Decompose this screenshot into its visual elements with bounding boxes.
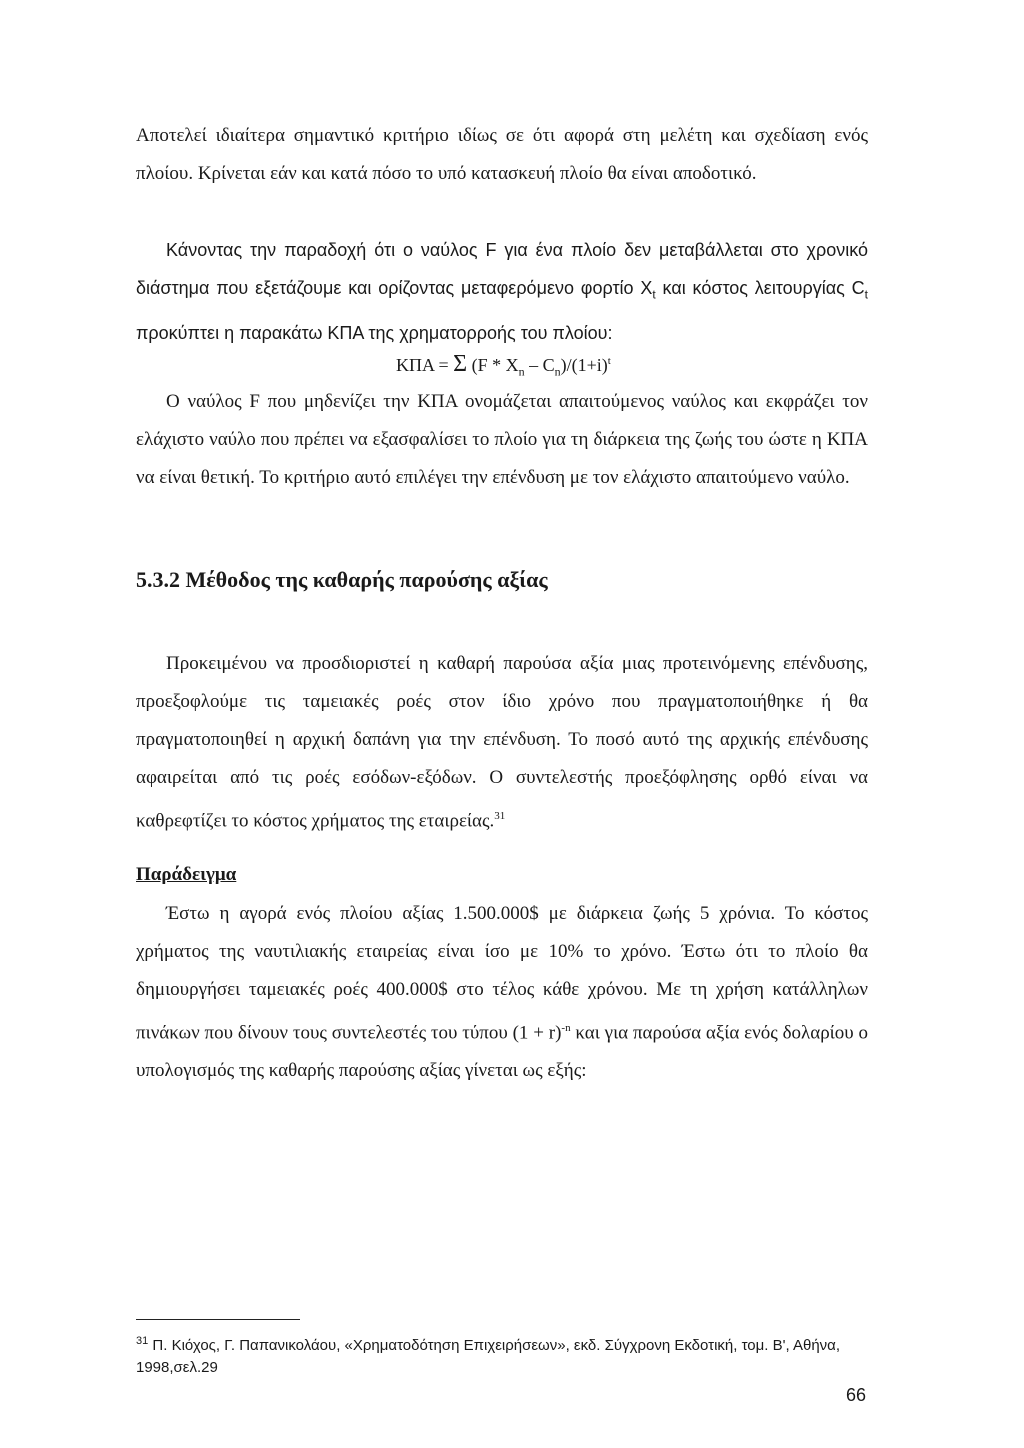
section-heading: 5.3.2 Μέθοδος της καθαρής παρούσης αξίας — [136, 567, 548, 592]
npv-method-paragraph — [136, 645, 868, 840]
formula-part-3: )/(1+i) — [560, 355, 608, 375]
assumption-text-a: Κάνοντας την παραδοχή ότι ο ναύλος F για ένα πλοίο δεν μεταβάλλεται στο χρονικό διάστημα που εξετάζουμε και ορίζοντας μεταφερόμενο φορτίο X — [136, 240, 868, 298]
npv-method-text: Προκειμένου να προσδιοριστεί η καθαρή παρούσα αξία μιας προτεινόμενης επένδυσης, προεξοφλούμε τις ταμειακές ροές στον ίδιο χρόνο που πραγματοποιήθηκε ή θα πραγματοποιηθεί η αρχική δαπάνη για την επένδυση. Το ποσό αυτό της αρχικής επένδυσης αφαιρείται από τις ροές εσόδων-εξόδων. Ο συντελεστής προεξόφλησης ορθό είναι να καθρεφτίζει το κόστος χρήματος της εταιρείας. — [136, 653, 868, 832]
footnote-reference: 31 — [494, 810, 506, 822]
example-paragraph — [136, 895, 868, 1090]
example-text-b: και για παρούσα αξία ενός δολαρίου ο υπολογισμός της καθαρής παρούσης αξίας γίνεται ως εξής: — [136, 1022, 868, 1082]
formula-lhs: ΚΠΑ = — [396, 355, 454, 375]
page-number: 66 — [846, 1385, 867, 1405]
footnote-text: Π. Κιόχος, Γ. Παπανικολάου, «Χρηματοδότηση Επιχειρήσεων», εκδ. Σύγχρονη Εκδοτική, τομ. Β', Αθήνα, 1998,σελ.29 — [136, 1337, 841, 1376]
assumption-paragraph — [136, 231, 868, 352]
npv-formula — [396, 346, 611, 387]
footnote-number: 31 — [136, 1335, 149, 1347]
required-freight-paragraph: Ο ναύλος F που μηδενίζει την ΚΠΑ ονομάζεται απαιτούμενος ναύλος και εκφράζει τον ελάχιστο ναύλο που πρέπει να εξασφαλίσει το πλοίο για τη διάρκεια της ζωής του ώστε η ΚΠΑ να είναι θετική. Το κριτήριο αυτό επιλέγει την επένδυση με τον ελάχιστο απαιτούμενο ναύλο. — [136, 391, 868, 488]
formula-part-2: – C — [524, 355, 555, 375]
sigma-symbol: Σ — [453, 351, 468, 377]
example-title: Παράδειγμα — [136, 864, 237, 885]
footnote — [136, 1330, 876, 1379]
intro-paragraph: Αποτελεί ιδιαίτερα σημαντικό κριτήριο ιδίως σε ότι αφορά στη μελέτη και σχεδίαση ενός πλοίου. Κρίνεται εάν και κατά πόσο το υπό κατασκευή πλοίο θα είναι αποδοτικό. — [136, 125, 868, 184]
assumption-text-b: και κόστος λειτουργίας C — [655, 278, 865, 298]
cargo-subscript: t — [652, 287, 656, 302]
formula-exponent: t — [607, 355, 611, 367]
example-exponent: -n — [561, 1022, 571, 1034]
cost-subscript: t — [864, 287, 868, 302]
assumption-text-c: προκύπτει η παρακάτω ΚΠΑ της χρηματορροής του πλοίου: — [136, 322, 613, 343]
formula-sub-c: n — [554, 364, 561, 379]
formula-sub-x: n — [518, 364, 525, 379]
footnote-divider — [136, 1319, 300, 1320]
example-text-a: Έστω η αγορά ενός πλοίου αξίας 1.500.000$ με διάρκεια ζωής 5 χρόνια. Το κόστος χρήματος της ναυτιλιακής εταιρείας είναι ίσο με 10% το χρόνο. Έστω ότι το πλοίο θα δημιουργήσει ταμειακές ροές 400.000$ στο τέλος κάθε χρόνου. Με τη χρήση κατάλληλων πινάκων που δίνουν τους συντελεστές του τύπου (1 + r) — [136, 903, 868, 1044]
formula-part-1: (F * X — [467, 355, 519, 375]
